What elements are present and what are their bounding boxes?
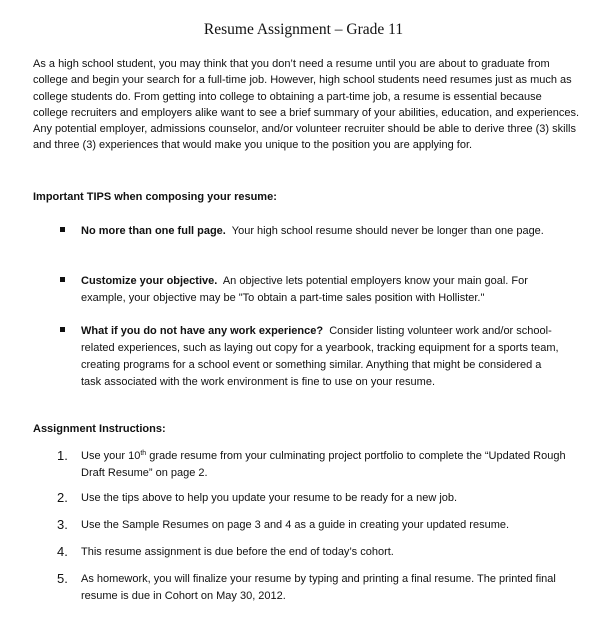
step-body: Use the tips above to help you update your resume to be ready for a new job. bbox=[81, 492, 458, 504]
tip-body bbox=[81, 273, 560, 307]
square-bullet-icon bbox=[60, 277, 65, 282]
step-number: 2. bbox=[57, 490, 68, 505]
tip-body bbox=[81, 323, 560, 391]
tip-item bbox=[60, 223, 560, 240]
step-body: Use the Sample Resumes on page 3 and 4 as a guide in creating your updated resume. bbox=[81, 519, 510, 531]
step-body: This resume assignment is due before the end of today’s cohort. bbox=[81, 546, 394, 558]
tip-item bbox=[60, 323, 560, 391]
tip-body bbox=[81, 223, 560, 240]
square-bullet-icon bbox=[60, 227, 65, 232]
tip-lead: What if you do not have any work experience? bbox=[81, 325, 324, 337]
tip-lead: Customize your objective. bbox=[81, 275, 218, 287]
instruction-item bbox=[57, 544, 567, 561]
tip-item bbox=[60, 273, 560, 307]
instruction-item bbox=[57, 517, 567, 534]
square-bullet-icon bbox=[60, 327, 65, 332]
step-number: 4. bbox=[57, 544, 68, 559]
step-number: 3. bbox=[57, 517, 68, 532]
instructions-heading: Assignment Instructions: bbox=[33, 423, 166, 435]
instruction-item bbox=[57, 490, 567, 507]
step-body: As homework, you will finalize your resume by typing and printing a final resume. The printed final resume is due in Cohort on May 30, 2012. bbox=[81, 573, 556, 602]
instruction-item bbox=[57, 448, 567, 482]
step-number: 5. bbox=[57, 571, 68, 586]
step-number: 1. bbox=[57, 448, 68, 463]
tip-text: Your high school resume should never be longer than one page. bbox=[231, 225, 544, 237]
instruction-item bbox=[57, 571, 567, 605]
document-title: Resume Assignment – Grade 11 bbox=[203, 21, 404, 38]
tip-text: Consider listing volunteer work and/or school-related experiences, such as laying out copy for a yearbook, tracking equipment for a sports team, creating programs for a school event or something similar. Anything that might be considered a task associated with the work environment is fine to use on your resume. bbox=[81, 325, 559, 388]
tip-text: An objective lets potential employers know your main goal. For example, your objective may be "To obtain a part-time sales position with Hollister." bbox=[81, 275, 528, 304]
tips-heading: Important TIPS when composing your resume: bbox=[33, 191, 277, 203]
intro-paragraph: As a high school student, you may think that you don’t need a resume until you are about to graduate from college and begin your search for a full-time job. However, high school students need resumes just as much as college students do. From getting into college to obtaining a part-time job, a resume is essential because college recruiters and employers alike want to see a brief summary of your abilities, education, and experiences. Any potential employer, admissions counselor, and/or volunteer recruiter should be able to derive three (3) skills and three (3) experiences that would make you unique to the position you are applying for. bbox=[33, 58, 579, 152]
step-body: Use your 10th grade resume from your culminating project portfolio to complete the “Updated Rough Draft Resume” on page 2. bbox=[81, 450, 566, 479]
tip-lead: No more than one full page. bbox=[81, 225, 226, 237]
